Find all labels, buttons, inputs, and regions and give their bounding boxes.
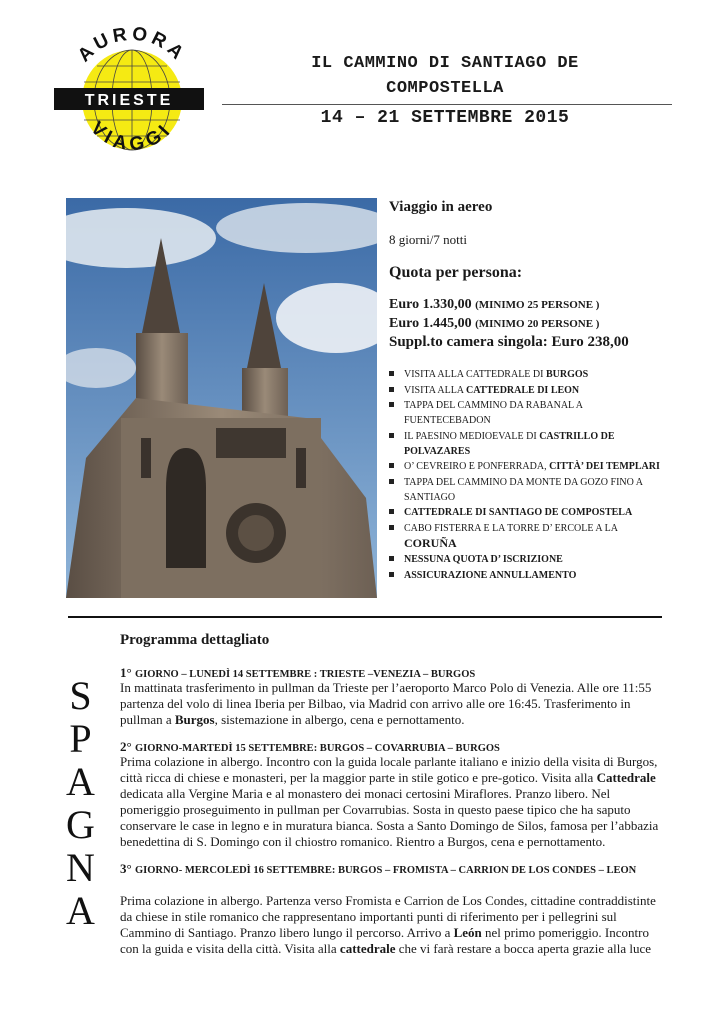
price-20-note: (MINIMO 20 PERSONE ) (475, 318, 600, 330)
programme-title: Programma dettagliato (120, 632, 270, 648)
country-letter: G (66, 802, 95, 847)
price-25-amount: Euro 1.330,00 (389, 297, 472, 312)
day-2-text: Prima colazione in albergo. Incontro con la guida locale parlante italiano e inizio della visita di Burgos, città ricca di chiese e monasteri, per la maggior parte in stile gotico e pre-gotico. Visita alla Cattedrale dedicata alla Vergine Maria e al monastero dei monaci certosini Miraflores. Pranzo libero. Nel pomeriggio proseguimento in pullman per Covarrubias. Sosta in questo paese tipico che ha saputo conservare le case in legno e in muratura bianca. Sosta a Santo Domingo de Silos, famosa per l’abbazia benedettina di S. Domingo con il chiostro romanico. Rientro a Burgos, cena e pernottamento. (120, 754, 659, 849)
country-letter: N (66, 845, 95, 890)
highlight-item: TAPPA DEL CAMMINO DA MONTE DA GOZO FINO A SANTIAGO (389, 475, 669, 505)
highlight-item: O’ CEVREIRO E PONFERRADA, CITTÀ’ DEI TEMPLARI (389, 459, 669, 474)
highlight-item: TAPPA DEL CAMMINO DA RABANAL A FUENTECEBADON (389, 398, 669, 428)
highlight-item: VISITA ALLA CATTEDRALE DI BURGOS (389, 367, 669, 382)
bullet-icon (389, 433, 394, 438)
day-3-heading: 3° GIORNO- MERCOLEDÌ 16 SETTEMBRE: BURGOS – FROMISTA – CARRION DE LOS CONDES – LEON (120, 861, 637, 876)
aurora-viaggi-logo (52, 26, 212, 171)
quota-label: Quota per persona: (389, 264, 523, 281)
title-line-1: IL CAMMINO DI SANTIAGO DE (311, 54, 579, 73)
bullet-icon (389, 387, 394, 392)
price-25-note: (MINIMO 25 PERSONE ) (475, 299, 600, 311)
price-25 (389, 297, 599, 313)
cathedral-photo (66, 198, 377, 598)
day-1-heading: 1° GIORNO – LUNEDÌ 14 SETTEMBRE : TRIESTE –VENEZIA – BURGOS (120, 665, 476, 680)
bullet-icon (389, 556, 394, 561)
title-line-2: COMPOSTELLA (386, 79, 504, 98)
logo-word-bottom: VIAGGI (86, 117, 178, 156)
day-3-text: Prima colazione in albergo. Partenza verso Fromista e Carrion de Los Condes, cittadine contraddistinte da chiese in stile romanico che rappresentano importanti punti di riferimento per i pellegrini sul Cammino di Santiago. Pranzo libero lungo il percorso. Arrivo a León nel primo pomeriggio. Incontro con la guida e visita della città. Visita alla cattedrale che vi farà restare a bocca aperta grazie alla luce (120, 893, 656, 956)
bullet-icon (389, 525, 394, 530)
price-20 (389, 316, 599, 332)
travel-mode: Viaggio in aereo (389, 199, 493, 215)
day-1-text: In mattinata trasferimento in pullman da Trieste per l’aeroporto Marco Polo di Venezia. Alle ore 11:55 partenza del volo di linea Iberia per Bilbao, via Madrid con arrivo alle ore 16:45. Trasferimento in pullman a Burgos, sistemazione in albergo, cena e pernottamento. (120, 680, 652, 727)
highlights-list (389, 367, 669, 583)
price-20-amount: Euro 1.445,00 (389, 316, 472, 331)
trip-dates: 14 – 21 SETTEMBRE 2015 (320, 108, 570, 128)
bullet-icon (389, 402, 394, 407)
country-letter: P (69, 716, 92, 761)
country-vertical (58, 674, 103, 932)
bullet-icon (389, 371, 394, 376)
country-letter: S (69, 673, 92, 718)
country-letter: A (66, 888, 95, 933)
bullet-icon (389, 479, 394, 484)
single-room-supplement: Suppl.to camera singola: Euro 238,00 (389, 334, 629, 350)
title-rule (222, 104, 672, 105)
country-letter: A (66, 759, 95, 804)
highlight-item: NESSUNA QUOTA D’ ISCRIZIONE (389, 552, 669, 567)
highlight-item: IL PAESINO MEDIOEVALE DI CASTRILLO DE POLVAZARES (389, 429, 669, 459)
bullet-icon (389, 572, 394, 577)
highlight-item: CABO FISTERRA E LA TORRE D’ ERCOLE A LA CORUÑA (389, 521, 669, 552)
day-2-heading: 2° GIORNO-MARTEDÌ 15 SETTEMBRE: BURGOS – COVARRUBIA – BURGOS (120, 739, 500, 754)
highlight-item: ASSICURAZIONE ANNULLAMENTO (389, 568, 669, 583)
highlight-item: CATTEDRALE DI SANTIAGO DE COMPOSTELA (389, 505, 669, 520)
bullet-icon (389, 509, 394, 514)
bullet-icon (389, 463, 394, 468)
highlight-item: VISITA ALLA CATTEDRALE DI LEON (389, 383, 669, 398)
logo-band-text: TRIESTE (84, 92, 174, 109)
section-divider (68, 616, 662, 618)
logo-word-top: AURORA (73, 26, 191, 67)
trip-duration: 8 giorni/7 notti (389, 232, 467, 247)
